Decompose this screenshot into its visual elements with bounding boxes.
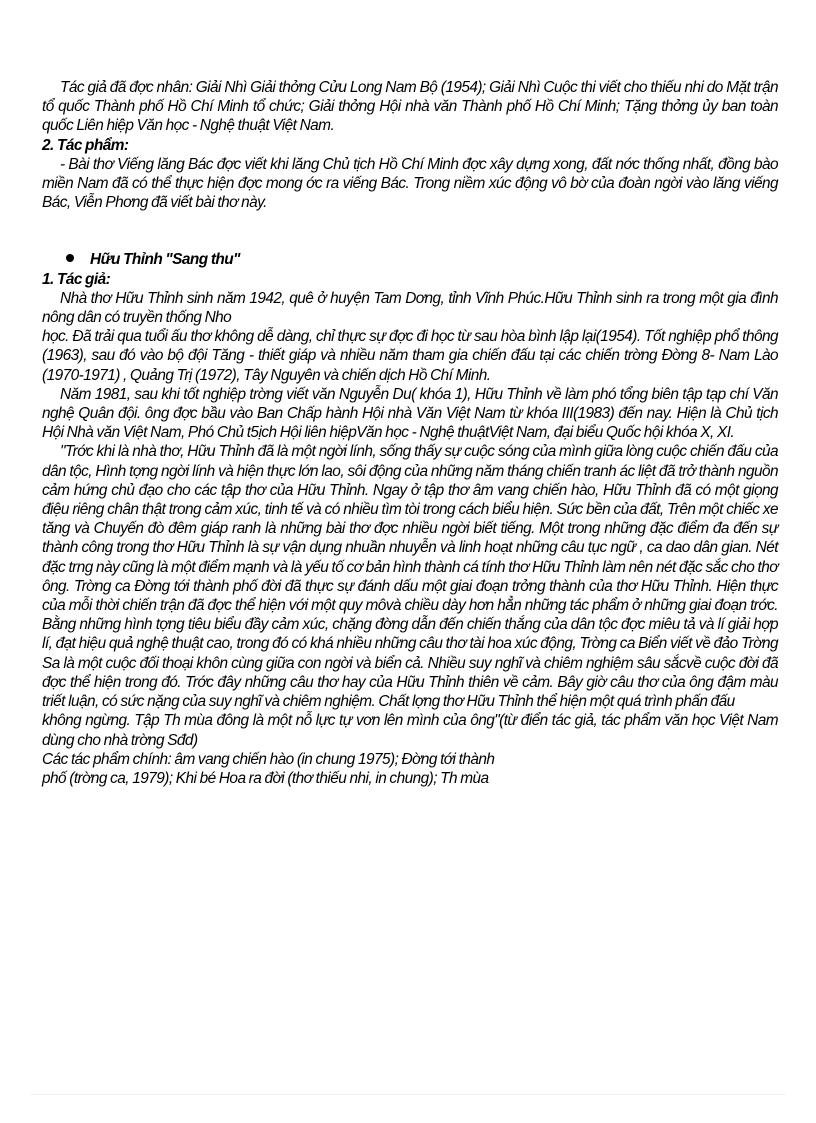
works-paragraph: - Bài thơ Viếng lăng Bác đợc viết khi lăng Chủ tịch Hồ Chí Minh đợc xây dựng xong, đất nớc thống nhất, đồng bào miền Nam đã có thể thực hiện đợc mong ớc ra viếng Bác. Trong niềm xúc động vô bờ của đoàn ngời vào lăng viếng Bác, Viễn Phơng đã viết bài thơ này.: [42, 155, 778, 212]
section-bullet: [42, 250, 778, 269]
main-works-line-1: Các tác phẩm chính: âm vang chiến hào (in chung 1975); Đờng tới thành: [42, 750, 495, 768]
author-paragraph-1a: Nhà thơ Hữu Thỉnh sinh năm 1942, quê ở huyện Tam Dơng, tỉnh Vĩnh Phúc.Hữu Thỉnh sinh ra trong một gia đình nông dân có truyền thống Nho: [42, 289, 778, 327]
section-title: Hữu Thỉnh "Sang thu": [90, 251, 240, 269]
document-body: [42, 78, 778, 788]
author-heading: 1. Tác giả:: [42, 270, 111, 288]
works-heading: 2. Tác phẩm:: [42, 136, 129, 154]
author-paragraph-1b: học. Đã trải qua tuổi ấu thơ không dễ dàng, chỉ thực sự đợc đi học từ sau hòa bình lập lại(1954). Tốt nghiệp phổ thông (1963), sau đó vào bộ đội Tăng - thiết giáp và nhiều năm tham gia chiến đấu tại các chiến trờng Đờng 8- Nam Lào (1970-1971) , Quảng Trị (1972), Tây Nguyên và chiến dịch Hồ Chí Minh.: [42, 328, 778, 384]
author-paragraph-4: không ngừng. Tập Th mùa đông là một nỗ lực tự vơn lên mình của ông"(từ điển tác giả, tác phẩm văn học Việt Nam dùng cho nhà trờng Sđd): [42, 712, 778, 749]
main-works-line-2: phố (trờng ca, 1979); Khi bé Hoa ra đời (thơ thiếu nhi, in chung); Th mùa: [42, 769, 489, 787]
awards-paragraph: Tác giả đã đợc nhân: Giải Nhì Giải thởng Cửu Long Nam Bộ (1954); Giải Nhì Cuộc thi viết cho thiếu nhi do Mặt trận tổ quốc Thành phố Hồ Chí Minh tổ chức; Giải thởng Hội nhà văn Thành phố Hồ Chí Minh; Tặng thởng ủy ban toàn quốc Liên hiệp Văn học - Nghệ thuật Việt Nam.: [42, 79, 778, 135]
bullet-icon: [66, 254, 74, 262]
section-spacer: [42, 212, 778, 250]
page-bottom-divider: [30, 1094, 786, 1095]
author-paragraph-2: Năm 1981, sau khi tốt nghiệp trờng viết văn Nguyễn Du( khóa 1), Hữu Thỉnh về làm phó tổng biên tập tạp chí Văn nghệ Quân đội. ông đợc bầu vào Ban Chấp hành Hội nhà Văn Việt Nam từ khóa III(1983) đến nay. Hiện là Chủ tịch Hội Nhà văn Việt Nam, Phó Chủ t5ịch Hội liên hiệpVăn học - Nghệ thuậtViệt Nam, đại biểu Quốc hội khóa X, XI.: [42, 385, 778, 442]
author-paragraph-3: "Trớc khi là nhà thơ, Hữu Thỉnh đã là một ngời lính, sống thấy sự cuộc sóng của mình giữa lòng cuộc chiến đấu của dân tộc, Hình tợng ngời lính và hiện thực lớn lao, sôi động của những năm tháng chiến tranh ác liệt đã trở thành nguồn cảm hứng chủ đạo cho các tập thơ của Hữu Thỉnh. Ngay ở tập thơ âm vang chiến hào, Hữu Thỉnh đã có một giọng điệu riêng chân thật trong cảm xúc, tinh tế và có nhiều tìm tòi trong cách biểu hiện. Sức bền của đất, Trên một chiếc xe tăng và Chuyến đò đêm giáp ranh là những bài thơ đợc nhiều ngời biết tiếng. Một trong những đặc điểm đa đến sự thành công trong thơ Hữu Thỉnh là sự vận dụng nhuần nhuyễn và linh hoạt những câu tục ngữ , ca dao dân gian. Nét đặc trng này cũng là một điểm mạnh và là yếu tố cơ bản hình thành cá tính thơ Hữu Thỉnh làm nên nét đặc sắc cho thơ ông. Trờng ca Đờng tới thành phố đời đã thực sự đánh dấu một giai đoạn trởng thành của thơ Hữu Thỉnh. Hiện thực của mỗi thời chiến trận đã đợc thể hiện với một quy môvà chiều dày hơn hẳn những tác phẩm ở những giai đoạn trớc. Bằng những hình tợng tiêu biểu đầy cảm xúc, chặng đờng dẫn đến chiến thắng của dân tộc đợc miêu tả và lí giải hợp lí, đạt hiệu quả nghệ thuật cao, trong đó có khá nhiều những câu thơ tài hoa xúc động, Trờng ca Biển viết về đảo Trờng Sa là một cuộc đối thoại khôn cùng giữa con ngời và biển cả. Nhiều suy nghĩ và chiêm nghiệm sâu sắcvề cuộc đời đã đợc thể hiện trong đó. Trớc đây những câu thơ hay của Hữu Thỉnh thiên về cảm. Bây giờ câu thơ của ông đậm màu triết luận, có sức nặng của suy nghĩ và chiêm nghiệm. Chất lợng thơ Hữu Thỉnh thể hiện một quá trình phấn đấu: [42, 443, 778, 711]
